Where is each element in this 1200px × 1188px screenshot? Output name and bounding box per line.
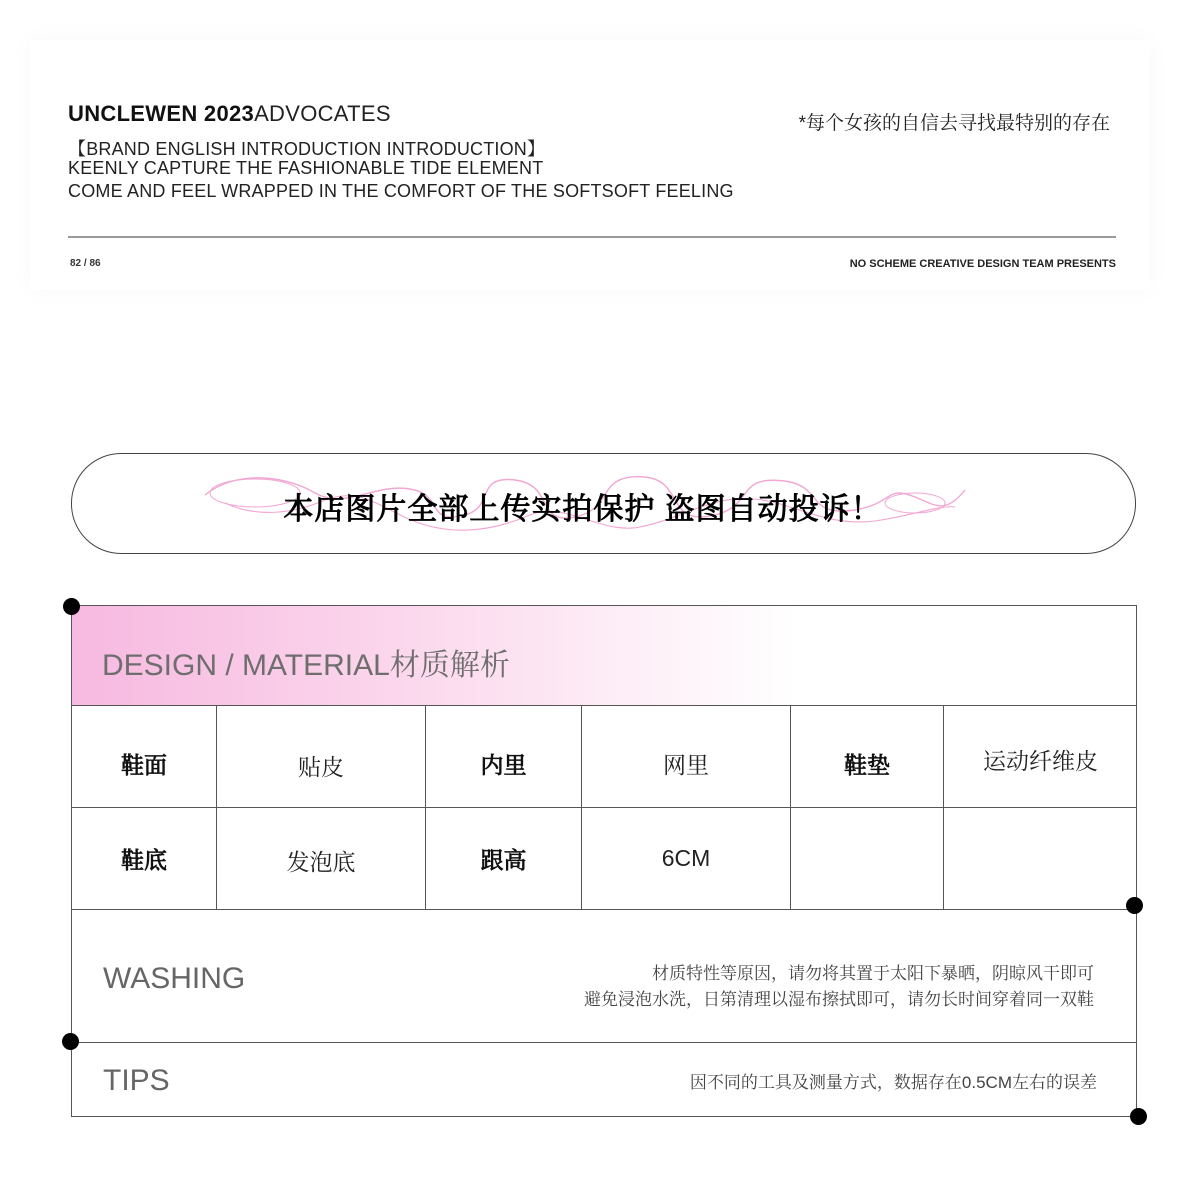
intro-line: KEENLY CAPTURE THE FASHIONABLE TIDE ELEMENT — [68, 158, 544, 178]
spec-label-lining: 内里 — [480, 751, 527, 778]
header-divider — [68, 236, 1116, 238]
tips-heading: TIPS — [103, 1064, 170, 1097]
spec-label-empty — [791, 808, 943, 908]
corner-dot-icon — [1126, 897, 1143, 914]
brand-title — [68, 101, 391, 127]
spec-value-sole: 发泡底 — [286, 848, 356, 875]
notice-text: 本店图片全部上传实拍保护 盗图自动投诉！ — [283, 493, 882, 526]
corner-dot-icon — [63, 598, 80, 615]
page-counter: 82 / 86 — [70, 258, 101, 269]
spec-value-empty — [944, 808, 1137, 908]
spec-label-upper: 鞋面 — [121, 751, 167, 778]
washing-heading: WASHING — [103, 962, 246, 995]
washing-text: 避免浸泡水洗，日第清理以湿布擦拭即可，请勿长时间穿着同一双鞋 — [584, 990, 1094, 1009]
spec-value-lining: 网里 — [663, 751, 709, 778]
brand-name: UNCLEWEN 2023 — [68, 101, 255, 126]
spec-value-upper: 贴皮 — [298, 753, 344, 780]
spec-label-heel: 跟高 — [480, 846, 527, 873]
spec-label-insole: 鞋垫 — [844, 751, 890, 778]
brand-suffix: ADVOCATES — [254, 101, 391, 126]
tips-text: 因不同的工具及测量方式，数据存在0.5CM左右的误差 — [689, 1073, 1097, 1092]
team-credit: NO SCHEME CREATIVE DESIGN TEAM PRESENTS — [849, 258, 1116, 270]
intro-line: 【BRAND ENGLISH INTRODUCTION INTRODUCTION】 — [68, 139, 546, 159]
slogan: *每个女孩的自信去寻找最特别的存在 — [798, 113, 1110, 134]
corner-dot-icon — [62, 1033, 79, 1050]
intro-line: COME AND FEEL WRAPPED IN THE COMFORT OF THE SOFTSOFT FEELING — [68, 181, 734, 201]
spec-label-sole: 鞋底 — [121, 846, 167, 873]
spec-value-insole: 运动纤维皮 — [983, 747, 1098, 774]
corner-dot-icon — [1130, 1108, 1147, 1125]
design-material-title: DESIGN / MATERIAL材质解析 — [102, 649, 510, 682]
spec-value-heel: 6CM — [661, 844, 711, 871]
washing-text: 材质特性等原因，请勿将其置于太阳下暴晒，阴晾风干即可 — [652, 964, 1094, 983]
table-divider — [71, 1042, 1137, 1043]
